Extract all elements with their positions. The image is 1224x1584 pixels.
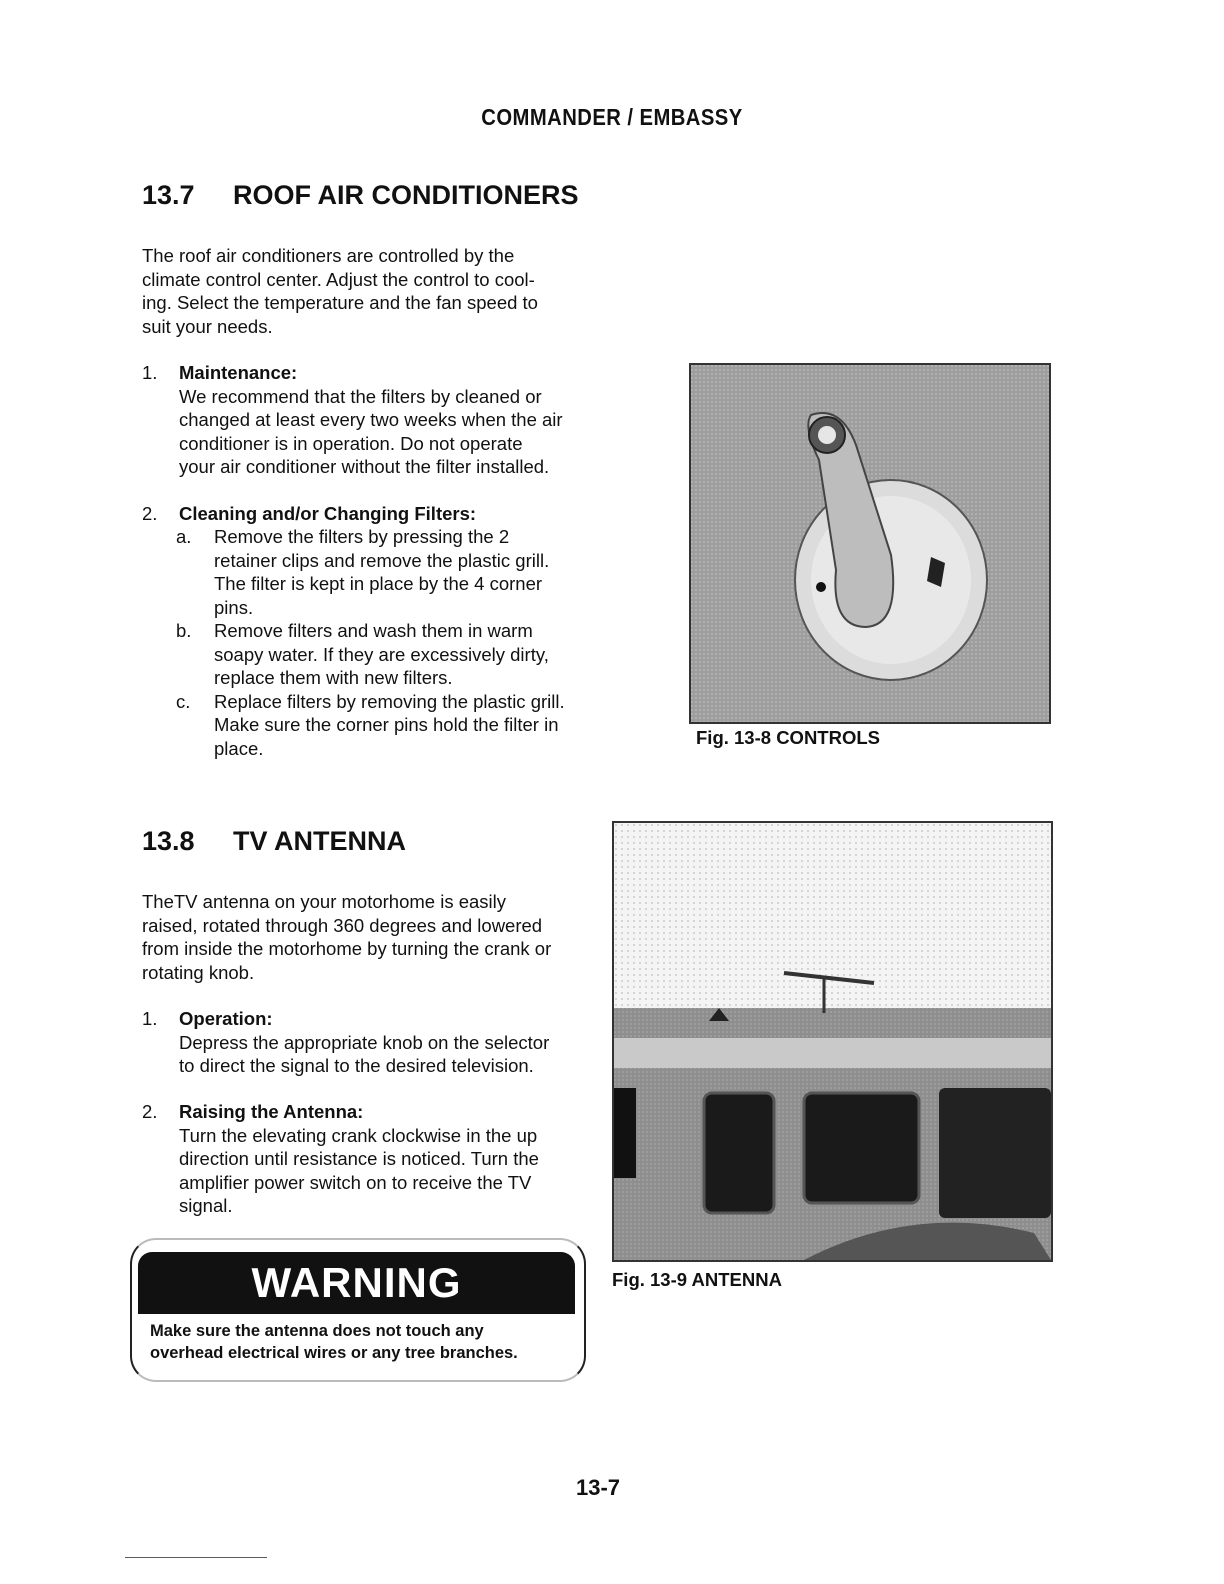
section-intro — [142, 244, 612, 338]
warning-line: Make sure the antenna does not touch any — [150, 1322, 484, 1340]
sub-letter: b. — [176, 620, 192, 641]
list-heading: Raising the Antenna: — [179, 1101, 364, 1122]
list-line: changed at least every two weeks when the air — [179, 409, 563, 430]
warning-message — [150, 1320, 570, 1364]
antenna-illustration — [614, 823, 1051, 1260]
section-title: ROOF AIR CONDITIONERS — [233, 180, 579, 210]
sub-line: place. — [214, 737, 264, 759]
list-item-raising — [179, 1100, 609, 1218]
sub-letter: c. — [176, 690, 191, 712]
section-intro — [142, 890, 612, 984]
warning-line: overhead electrical wires or any tree branches. — [150, 1344, 518, 1362]
list-line: to direct the signal to the desired television. — [179, 1055, 534, 1076]
list-line: Depress the appropriate knob on the selector — [179, 1031, 550, 1053]
intro-line: suit your needs. — [142, 315, 273, 337]
sub-letter: a. — [176, 526, 192, 547]
sub-line: Replace filters by removing the plastic grill. — [214, 690, 565, 712]
sub-item-c — [176, 690, 616, 761]
list-number: 2. — [142, 503, 158, 524]
intro-line: raised, rotated through 360 degrees and lowered — [142, 914, 543, 936]
controls-photo — [689, 363, 1051, 724]
list-number: 1. — [142, 1008, 158, 1029]
sub-line: replace them with new filters. — [214, 667, 453, 688]
sub-line: The filter is kept in place by the 4 corner — [214, 573, 543, 594]
list-line: direction until resistance is noticed. Turn the — [179, 1148, 539, 1169]
intro-line: rotating knob. — [142, 961, 255, 983]
list-item-maintenance — [179, 361, 609, 479]
intro-line: The roof air conditioners are controlled by the — [142, 245, 515, 266]
sub-line: soapy water. If they are excessively dirty, — [214, 643, 549, 665]
list-item-cleaning — [179, 502, 619, 526]
intro-line: ing. Select the temperature and the fan speed to — [142, 292, 538, 313]
sub-line: Make sure the corner pins hold the filter in — [214, 714, 559, 735]
figure-caption: Fig. 13-9 ANTENNA — [612, 1269, 782, 1290]
list-heading: Maintenance: — [179, 362, 298, 383]
sub-list — [176, 525, 616, 760]
sub-line: pins. — [214, 596, 254, 618]
list-item-operation — [179, 1007, 609, 1078]
list-line: signal. — [179, 1195, 233, 1216]
sub-item-a — [176, 525, 616, 619]
figure-caption: Fig. 13-8 CONTROLS — [696, 727, 880, 748]
sub-line: Remove filters and wash them in warm — [214, 620, 533, 641]
list-heading: Cleaning and/or Changing Filters: — [179, 503, 477, 524]
intro-line: from inside the motorhome by turning the crank or — [142, 938, 552, 959]
list-line: We recommend that the filters by cleaned or — [179, 385, 542, 407]
list-heading: Operation: — [179, 1008, 273, 1029]
footer-rule — [125, 1557, 267, 1558]
section-number: 13.7 — [142, 180, 195, 210]
list-number: 1. — [142, 362, 158, 383]
sub-item-b — [176, 619, 616, 690]
antenna-photo — [612, 821, 1053, 1262]
controls-knob-illustration — [691, 365, 1049, 722]
sub-line: retainer clips and remove the plastic grill. — [214, 549, 550, 571]
page-number: 13-7 — [576, 1475, 621, 1500]
intro-line: climate control center. Adjust the control to cool- — [142, 268, 535, 290]
section-title: TV ANTENNA — [233, 826, 406, 856]
list-line: amplifier power switch on to receive the TV — [179, 1171, 532, 1193]
list-number: 2. — [142, 1101, 158, 1122]
list-line: conditioner is in operation. Do not operate — [179, 432, 523, 454]
list-line: Turn the elevating crank clockwise in the up — [179, 1124, 538, 1146]
warning-label: WARNING — [251, 1259, 462, 1306]
sub-line: Remove the filters by pressing the 2 — [214, 526, 510, 547]
list-line: your air conditioner without the filter installed. — [179, 456, 550, 477]
intro-line: TheTV antenna on your motorhome is easily — [142, 891, 507, 912]
section-number: 13.8 — [142, 826, 195, 856]
running-header: COMMANDER / EMBASSY — [481, 104, 743, 130]
